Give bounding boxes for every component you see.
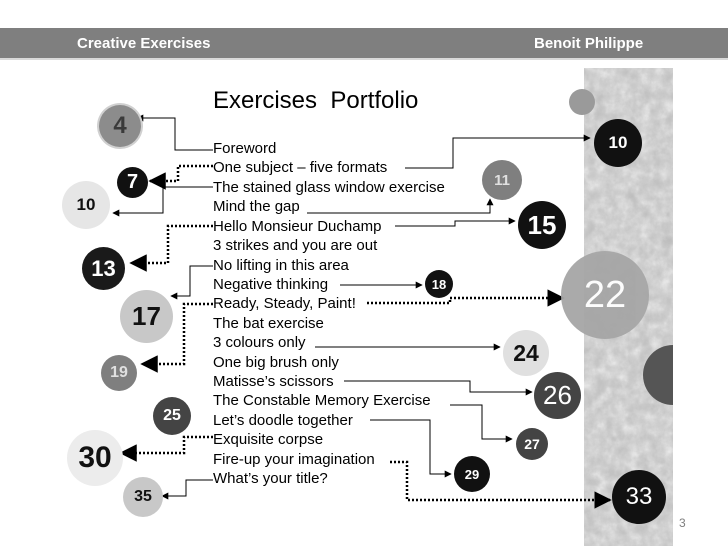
connector-constable — [450, 405, 512, 439]
list-item: Fire-up your imagination — [213, 451, 375, 468]
page-circle-19: 19 — [101, 355, 137, 391]
list-item: 3 strikes and you are out — [213, 237, 378, 254]
connector-dotted-fire-up — [390, 462, 610, 500]
connector-dotted-3-strikes — [131, 226, 213, 263]
page-circle-7: 7 — [117, 167, 148, 198]
list-item: What’s your title? — [213, 470, 328, 487]
page-circle-4: 4 — [99, 105, 141, 147]
page-circle-22: 22 — [561, 251, 649, 339]
portfolio-heading: Exercises Portfolio — [213, 87, 419, 114]
page-circle-30: 30 — [67, 430, 123, 486]
list-item: The bat exercise — [213, 315, 324, 332]
connector-whats-your-title — [162, 480, 213, 496]
page-circle-18: 18 — [425, 270, 453, 298]
page-circle-13: 13 — [82, 247, 125, 290]
list-item: Mind the gap — [213, 198, 300, 215]
page-circle-35: 35 — [123, 477, 163, 517]
connector-no-lifting — [171, 266, 213, 296]
connector-foreword — [137, 118, 213, 150]
page-circle-15: 15 — [518, 201, 566, 249]
list-item: Negative thinking — [213, 276, 329, 293]
decorative-circle-top — [569, 89, 595, 115]
page-circle-33: 33 — [612, 470, 666, 524]
connector-mind-the-gap — [307, 199, 490, 213]
page-circle-10-right: 10 — [594, 119, 642, 167]
list-item: Foreword — [213, 140, 277, 157]
list-item: Let’s doodle together — [213, 412, 353, 429]
connector-doodle — [370, 420, 451, 474]
list-item: No lifting in this area — [213, 257, 349, 274]
list-item: Ready, Steady, Paint! — [213, 295, 356, 312]
list-item: 3 colours only — [213, 334, 306, 351]
list-item: Matisse’s scissors — [213, 373, 334, 390]
connector-dotted-doodle — [121, 437, 213, 453]
list-item: One subject – five formats — [213, 159, 388, 176]
page-circle-10-left: 10 — [62, 181, 110, 229]
list-item: The stained glass window exercise — [213, 179, 445, 196]
page-circle-17: 17 — [120, 290, 173, 343]
list-item: Hello Monsieur Duchamp — [213, 218, 382, 235]
page-circle-25: 25 — [153, 397, 191, 435]
author-name: Benoit Philippe — [534, 35, 644, 52]
slide-number: 3 — [679, 516, 686, 530]
connector-dotted-ready-steady — [367, 298, 563, 303]
connector-duchamp — [395, 221, 515, 226]
connector-matisse — [344, 381, 532, 392]
connector-dotted-one-subject — [150, 166, 213, 181]
list-item: Exquisite corpse — [213, 431, 324, 448]
page-circle-11: 11 — [482, 160, 522, 200]
page-circle-26: 26 — [534, 372, 581, 419]
page-circle-27: 27 — [516, 428, 548, 460]
page-circle-29: 29 — [454, 456, 490, 492]
page-circle-24: 24 — [503, 330, 549, 376]
list-item: The Constable Memory Exercise — [213, 392, 431, 409]
presentation-title: Creative Exercises — [77, 35, 211, 52]
list-item: One big brush only — [213, 354, 339, 371]
